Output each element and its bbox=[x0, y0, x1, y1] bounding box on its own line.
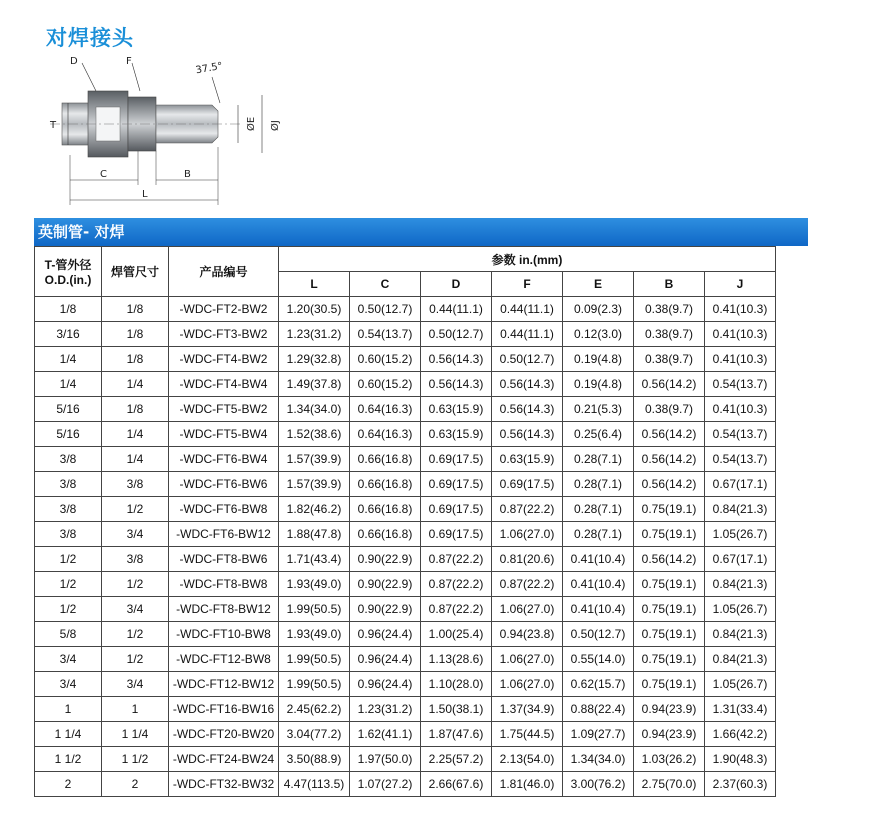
table-cell: 1.90(48.3) bbox=[705, 747, 776, 772]
header-params: 参数 in.(mm) bbox=[279, 247, 776, 272]
table-cell: 0.87(22.2) bbox=[421, 597, 492, 622]
table-cell: 1/4 bbox=[35, 347, 102, 372]
label-angle: 37.5° bbox=[194, 60, 224, 77]
table-cell: 3.50(88.9) bbox=[279, 747, 350, 772]
table-cell: 0.44(11.1) bbox=[492, 322, 563, 347]
table-cell: 2.45(62.2) bbox=[279, 697, 350, 722]
header-col: J bbox=[705, 272, 776, 297]
table-cell: 1.03(26.2) bbox=[634, 747, 705, 772]
table-cell: 1 1/4 bbox=[35, 722, 102, 747]
table-cell: 1 bbox=[102, 697, 169, 722]
table-cell: 0.38(9.7) bbox=[634, 297, 705, 322]
table-cell: 2.37(60.3) bbox=[705, 772, 776, 797]
table-cell: 1/8 bbox=[102, 322, 169, 347]
page-title: 对焊接头 bbox=[46, 26, 134, 50]
table-cell: 1 1/2 bbox=[102, 747, 169, 772]
table-cell: 0.09(2.3) bbox=[563, 297, 634, 322]
table-cell: 1.05(26.7) bbox=[705, 522, 776, 547]
table-row bbox=[35, 447, 776, 472]
table-cell: 0.69(17.5) bbox=[492, 472, 563, 497]
table-cell: 0.55(14.0) bbox=[563, 647, 634, 672]
table-cell: 0.69(17.5) bbox=[421, 447, 492, 472]
part-number-cell: -WDC-FT3-BW2 bbox=[169, 322, 279, 347]
table-cell: 0.87(22.2) bbox=[492, 572, 563, 597]
header-col: B bbox=[634, 272, 705, 297]
table-cell: 0.87(22.2) bbox=[421, 572, 492, 597]
header-col: C bbox=[350, 272, 421, 297]
table-row bbox=[35, 372, 776, 397]
table-row bbox=[35, 747, 776, 772]
part-number-cell: -WDC-FT16-BW16 bbox=[169, 697, 279, 722]
table-cell: 1.10(28.0) bbox=[421, 672, 492, 697]
table-cell: 0.25(6.4) bbox=[563, 422, 634, 447]
table-row bbox=[35, 547, 776, 572]
table-cell: 2.25(57.2) bbox=[421, 747, 492, 772]
table-cell: 0.75(19.1) bbox=[634, 597, 705, 622]
table-cell: 0.56(14.2) bbox=[634, 472, 705, 497]
header-pn: 产品编号 bbox=[169, 247, 279, 297]
part-number-cell: -WDC-FT12-BW12 bbox=[169, 672, 279, 697]
table-row bbox=[35, 572, 776, 597]
table-cell: 1.50(38.1) bbox=[421, 697, 492, 722]
table-cell: 0.56(14.2) bbox=[634, 422, 705, 447]
table-cell: 1/2 bbox=[102, 622, 169, 647]
header-od: T-管外径 O.D.(in.) bbox=[35, 247, 102, 297]
table-cell: 0.63(15.9) bbox=[421, 422, 492, 447]
table-cell: 0.84(21.3) bbox=[705, 572, 776, 597]
table-cell: 1.71(43.4) bbox=[279, 547, 350, 572]
table-cell: 1/8 bbox=[102, 397, 169, 422]
table-cell: 0.81(20.6) bbox=[492, 547, 563, 572]
table-cell: 1/2 bbox=[102, 647, 169, 672]
table-cell: 3/8 bbox=[35, 522, 102, 547]
table-cell: 0.28(7.1) bbox=[563, 497, 634, 522]
table-cell: 1.99(50.5) bbox=[279, 597, 350, 622]
table-cell: 0.50(12.7) bbox=[421, 322, 492, 347]
table-cell: 1.49(37.8) bbox=[279, 372, 350, 397]
table-cell: 1.06(27.0) bbox=[492, 672, 563, 697]
table-cell: 1.23(31.2) bbox=[350, 697, 421, 722]
table-cell: 0.88(22.4) bbox=[563, 697, 634, 722]
table-cell: 3.00(76.2) bbox=[563, 772, 634, 797]
part-number-cell: -WDC-FT8-BW6 bbox=[169, 547, 279, 572]
table-cell: 1/4 bbox=[35, 372, 102, 397]
table-cell: 0.54(13.7) bbox=[705, 422, 776, 447]
table-cell: 0.96(24.4) bbox=[350, 622, 421, 647]
table-cell: 3.04(77.2) bbox=[279, 722, 350, 747]
table-cell: 3/4 bbox=[102, 522, 169, 547]
table-row bbox=[35, 497, 776, 522]
fitting-diagram bbox=[40, 55, 300, 210]
table-cell: 4.47(113.5) bbox=[279, 772, 350, 797]
table-cell: 0.94(23.9) bbox=[634, 722, 705, 747]
table-cell: 1.52(38.6) bbox=[279, 422, 350, 447]
part-number-cell: -WDC-FT4-BW2 bbox=[169, 347, 279, 372]
table-cell: 0.87(22.2) bbox=[421, 547, 492, 572]
table-cell: 0.56(14.2) bbox=[634, 547, 705, 572]
table-row bbox=[35, 422, 776, 447]
table-cell: 3/4 bbox=[102, 672, 169, 697]
part-number-cell: -WDC-FT5-BW4 bbox=[169, 422, 279, 447]
table-cell: 0.28(7.1) bbox=[563, 522, 634, 547]
table-cell: 0.41(10.3) bbox=[705, 297, 776, 322]
table-row bbox=[35, 622, 776, 647]
table-row bbox=[35, 697, 776, 722]
table-cell: 1/2 bbox=[35, 597, 102, 622]
table-cell: 0.56(14.3) bbox=[421, 347, 492, 372]
table-cell: 0.41(10.3) bbox=[705, 322, 776, 347]
table-cell: 1 1/2 bbox=[35, 747, 102, 772]
part-number-cell: -WDC-FT24-BW24 bbox=[169, 747, 279, 772]
table-cell: 0.96(24.4) bbox=[350, 647, 421, 672]
table-cell: 1.93(49.0) bbox=[279, 572, 350, 597]
table-cell: 1/8 bbox=[102, 347, 169, 372]
table-cell: 1.81(46.0) bbox=[492, 772, 563, 797]
table-cell: 3/4 bbox=[35, 672, 102, 697]
table-cell: 0.60(15.2) bbox=[350, 347, 421, 372]
table-cell: 0.94(23.8) bbox=[492, 622, 563, 647]
table-cell: 0.96(24.4) bbox=[350, 672, 421, 697]
table-cell: 1.82(46.2) bbox=[279, 497, 350, 522]
table-cell: 0.69(17.5) bbox=[421, 472, 492, 497]
table-cell: 1/4 bbox=[102, 372, 169, 397]
part-number-cell: -WDC-FT6-BW8 bbox=[169, 497, 279, 522]
table-cell: 1.57(39.9) bbox=[279, 447, 350, 472]
table-cell: 0.66(16.8) bbox=[350, 472, 421, 497]
table-cell: 1 1/4 bbox=[102, 722, 169, 747]
table-cell: 0.84(21.3) bbox=[705, 622, 776, 647]
table-cell: 0.38(9.7) bbox=[634, 347, 705, 372]
table-cell: 0.56(14.3) bbox=[492, 372, 563, 397]
table-cell: 3/8 bbox=[35, 472, 102, 497]
table-cell: 1.34(34.0) bbox=[563, 747, 634, 772]
table-cell: 1.87(47.6) bbox=[421, 722, 492, 747]
table-cell: 0.67(17.1) bbox=[705, 472, 776, 497]
table-cell: 0.19(4.8) bbox=[563, 372, 634, 397]
table-cell: 0.54(13.7) bbox=[705, 447, 776, 472]
table-cell: 0.63(15.9) bbox=[492, 447, 563, 472]
header-col: D bbox=[421, 272, 492, 297]
table-cell: 1.07(27.2) bbox=[350, 772, 421, 797]
part-number-cell: -WDC-FT32-BW32 bbox=[169, 772, 279, 797]
table-cell: 0.12(3.0) bbox=[563, 322, 634, 347]
table-cell: 5/16 bbox=[35, 397, 102, 422]
table-cell: 3/16 bbox=[35, 322, 102, 347]
table-cell: 0.84(21.3) bbox=[705, 647, 776, 672]
table-row bbox=[35, 647, 776, 672]
table-cell: 0.69(17.5) bbox=[421, 522, 492, 547]
table-cell: 2 bbox=[102, 772, 169, 797]
table-cell: 5/16 bbox=[35, 422, 102, 447]
table-cell: 0.90(22.9) bbox=[350, 572, 421, 597]
part-number-cell: -WDC-FT6-BW12 bbox=[169, 522, 279, 547]
header-col: L bbox=[279, 272, 350, 297]
part-number-cell: -WDC-FT6-BW4 bbox=[169, 447, 279, 472]
table-cell: 3/8 bbox=[35, 447, 102, 472]
table-cell: 0.28(7.1) bbox=[563, 472, 634, 497]
part-number-cell: -WDC-FT10-BW8 bbox=[169, 622, 279, 647]
table-cell: 0.64(16.3) bbox=[350, 422, 421, 447]
label-t: T bbox=[50, 120, 57, 131]
table-cell: 0.44(11.1) bbox=[492, 297, 563, 322]
table-cell: 0.69(17.5) bbox=[421, 497, 492, 522]
table-cell: 1/2 bbox=[102, 572, 169, 597]
table-cell: 0.21(5.3) bbox=[563, 397, 634, 422]
label-j: ØJ bbox=[270, 120, 281, 131]
table-cell: 0.38(9.7) bbox=[634, 322, 705, 347]
table-cell: 1.75(44.5) bbox=[492, 722, 563, 747]
table-row bbox=[35, 772, 776, 797]
table-cell: 0.66(16.8) bbox=[350, 447, 421, 472]
table-cell: 1.23(31.2) bbox=[279, 322, 350, 347]
table-cell: 1.09(27.7) bbox=[563, 722, 634, 747]
table-cell: 1.06(27.0) bbox=[492, 647, 563, 672]
table-cell: 0.19(4.8) bbox=[563, 347, 634, 372]
table-row bbox=[35, 397, 776, 422]
table-cell: 0.41(10.4) bbox=[563, 597, 634, 622]
table-cell: 1/8 bbox=[102, 297, 169, 322]
table-cell: 3/8 bbox=[102, 547, 169, 572]
table-cell: 1/8 bbox=[35, 297, 102, 322]
table-cell: 0.54(13.7) bbox=[705, 372, 776, 397]
table-cell: 0.75(19.1) bbox=[634, 672, 705, 697]
table-cell: 1.62(41.1) bbox=[350, 722, 421, 747]
table-cell: 0.60(15.2) bbox=[350, 372, 421, 397]
table-cell: 2.13(54.0) bbox=[492, 747, 563, 772]
part-number-cell: -WDC-FT20-BW20 bbox=[169, 722, 279, 747]
table-cell: 0.56(14.3) bbox=[492, 422, 563, 447]
table-cell: 0.75(19.1) bbox=[634, 522, 705, 547]
table-row bbox=[35, 522, 776, 547]
part-number-cell: -WDC-FT6-BW6 bbox=[169, 472, 279, 497]
table-cell: 2 bbox=[35, 772, 102, 797]
table-row bbox=[35, 347, 776, 372]
table-cell: 5/8 bbox=[35, 622, 102, 647]
table-cell: 3/8 bbox=[102, 472, 169, 497]
table-cell: 1/2 bbox=[102, 497, 169, 522]
header-col: F bbox=[492, 272, 563, 297]
table-row bbox=[35, 597, 776, 622]
spec-table bbox=[34, 246, 776, 797]
table-row bbox=[35, 472, 776, 497]
table-cell: 1.34(34.0) bbox=[279, 397, 350, 422]
table-cell: 0.63(15.9) bbox=[421, 397, 492, 422]
table-cell: 0.50(12.7) bbox=[492, 347, 563, 372]
part-number-cell: -WDC-FT5-BW2 bbox=[169, 397, 279, 422]
table-cell: 1.37(34.9) bbox=[492, 697, 563, 722]
label-f: F bbox=[126, 56, 132, 67]
table-cell: 0.90(22.9) bbox=[350, 597, 421, 622]
table-cell: 1/2 bbox=[35, 547, 102, 572]
table-cell: 3/4 bbox=[35, 647, 102, 672]
table-cell: 0.41(10.3) bbox=[705, 397, 776, 422]
table-cell: 1.29(32.8) bbox=[279, 347, 350, 372]
table-cell: 0.66(16.8) bbox=[350, 497, 421, 522]
section-banner: 英制管- 对焊 bbox=[34, 218, 808, 246]
table-cell: 0.75(19.1) bbox=[634, 647, 705, 672]
table-row bbox=[35, 672, 776, 697]
label-d: D bbox=[70, 56, 78, 67]
table-cell: 1/4 bbox=[102, 447, 169, 472]
table-cell: 1.57(39.9) bbox=[279, 472, 350, 497]
table-cell: 0.41(10.4) bbox=[563, 572, 634, 597]
table-cell: 0.41(10.4) bbox=[563, 547, 634, 572]
table-cell: 0.75(19.1) bbox=[634, 497, 705, 522]
part-number-cell: -WDC-FT8-BW12 bbox=[169, 597, 279, 622]
table-cell: 3/4 bbox=[102, 597, 169, 622]
table-cell: 1.06(27.0) bbox=[492, 597, 563, 622]
table-cell: 0.75(19.1) bbox=[634, 572, 705, 597]
table-cell: 0.56(14.2) bbox=[634, 447, 705, 472]
table-cell: 0.87(22.2) bbox=[492, 497, 563, 522]
table-cell: 1 bbox=[35, 697, 102, 722]
table-cell: 0.56(14.3) bbox=[492, 397, 563, 422]
table-cell: 0.56(14.3) bbox=[421, 372, 492, 397]
label-e: ØE bbox=[246, 116, 257, 131]
table-cell: 0.62(15.7) bbox=[563, 672, 634, 697]
table-cell: 0.44(11.1) bbox=[421, 297, 492, 322]
part-number-cell: -WDC-FT2-BW2 bbox=[169, 297, 279, 322]
table-cell: 2.66(67.6) bbox=[421, 772, 492, 797]
table-cell: 1.00(25.4) bbox=[421, 622, 492, 647]
table-cell: 0.28(7.1) bbox=[563, 447, 634, 472]
table-cell: 1.99(50.5) bbox=[279, 647, 350, 672]
table-cell: 0.84(21.3) bbox=[705, 497, 776, 522]
table-cell: 0.94(23.9) bbox=[634, 697, 705, 722]
table-cell: 1.97(50.0) bbox=[350, 747, 421, 772]
table-cell: 1.05(26.7) bbox=[705, 597, 776, 622]
table-cell: 1.13(28.6) bbox=[421, 647, 492, 672]
part-number-cell: -WDC-FT8-BW8 bbox=[169, 572, 279, 597]
table-cell: 0.50(12.7) bbox=[350, 297, 421, 322]
table-cell: 0.64(16.3) bbox=[350, 397, 421, 422]
table-cell: 0.66(16.8) bbox=[350, 522, 421, 547]
table-cell: 0.75(19.1) bbox=[634, 622, 705, 647]
table-cell: 0.67(17.1) bbox=[705, 547, 776, 572]
table-cell: 1.20(30.5) bbox=[279, 297, 350, 322]
table-row bbox=[35, 322, 776, 347]
table-cell: 0.54(13.7) bbox=[350, 322, 421, 347]
table-cell: 2.75(70.0) bbox=[634, 772, 705, 797]
table-cell: 1.06(27.0) bbox=[492, 522, 563, 547]
table-cell: 1/4 bbox=[102, 422, 169, 447]
table-cell: 1.93(49.0) bbox=[279, 622, 350, 647]
label-c: C bbox=[100, 169, 107, 180]
header-bw: 焊管尺寸 bbox=[102, 247, 169, 297]
table-cell: 1.66(42.2) bbox=[705, 722, 776, 747]
header-col: E bbox=[563, 272, 634, 297]
table-row bbox=[35, 722, 776, 747]
table-cell: 0.50(12.7) bbox=[563, 622, 634, 647]
table-cell: 0.41(10.3) bbox=[705, 347, 776, 372]
table-cell: 1.31(33.4) bbox=[705, 697, 776, 722]
label-b: B bbox=[184, 169, 191, 180]
label-l: L bbox=[142, 189, 148, 200]
table-cell: 1.05(26.7) bbox=[705, 672, 776, 697]
table-cell: 0.90(22.9) bbox=[350, 547, 421, 572]
table-row bbox=[35, 297, 776, 322]
table-cell: 3/8 bbox=[35, 497, 102, 522]
part-number-cell: -WDC-FT12-BW8 bbox=[169, 647, 279, 672]
table-cell: 1.88(47.8) bbox=[279, 522, 350, 547]
part-number-cell: -WDC-FT4-BW4 bbox=[169, 372, 279, 397]
table-cell: 0.38(9.7) bbox=[634, 397, 705, 422]
table-cell: 1.99(50.5) bbox=[279, 672, 350, 697]
table-cell: 1/2 bbox=[35, 572, 102, 597]
table-cell: 0.56(14.2) bbox=[634, 372, 705, 397]
